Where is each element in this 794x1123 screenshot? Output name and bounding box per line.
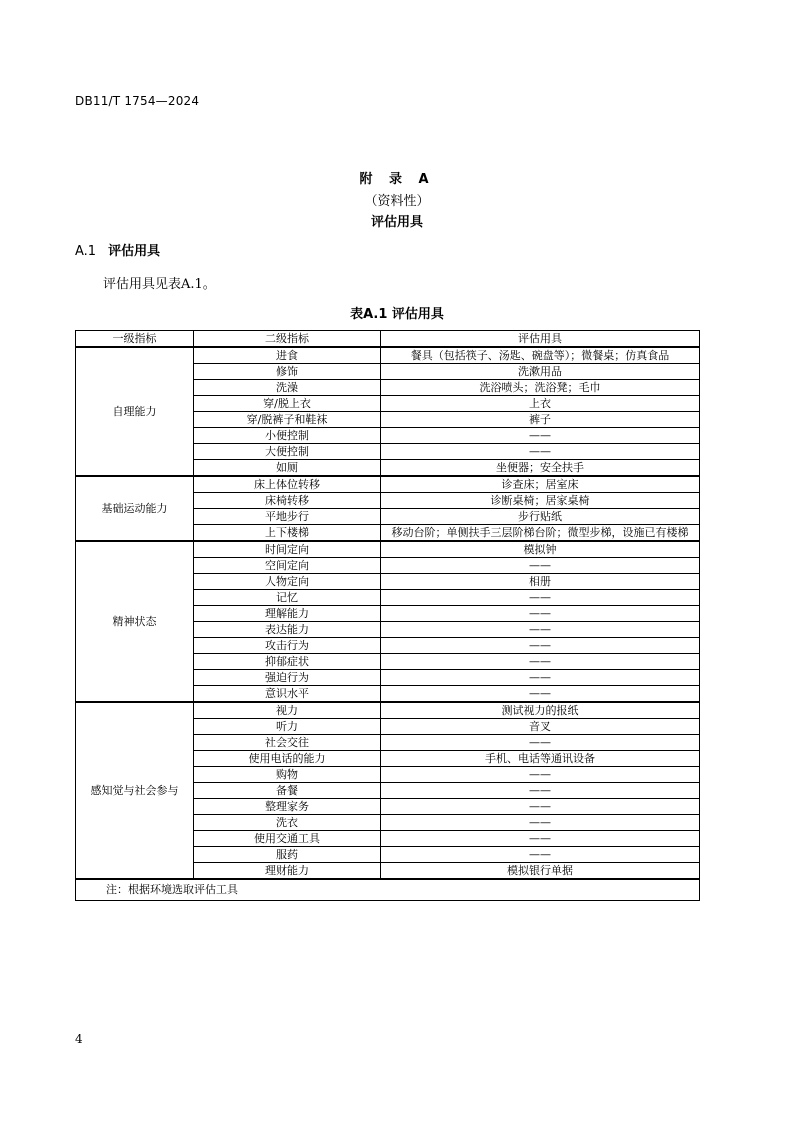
assessment-tools-table <box>75 330 700 901</box>
column-header: 评估用具 <box>381 331 700 348</box>
column-header: 一级指标 <box>76 331 194 348</box>
assessment-tool-cell: 诊查床；居室床 <box>381 476 700 493</box>
assessment-tool-cell: —— <box>381 847 700 863</box>
assessment-tool-cell: —— <box>381 606 700 622</box>
assessment-tool-cell: 手机、电话等通讯设备 <box>381 751 700 767</box>
table-row <box>76 347 700 364</box>
secondary-indicator-cell: 时间定向 <box>194 541 381 558</box>
table-row <box>76 702 700 719</box>
primary-indicator-cell: 感知觉与社会参与 <box>76 702 194 879</box>
section-number: A.1 <box>75 244 97 259</box>
secondary-indicator-cell: 理解能力 <box>194 606 381 622</box>
table-note: 注：根据环境选取评估工具 <box>76 879 700 901</box>
secondary-indicator-cell: 人物定向 <box>194 574 381 590</box>
primary-indicator-cell: 基础运动能力 <box>76 476 194 541</box>
section-heading <box>75 240 160 259</box>
standard-number: DB11/T 1754—2024 <box>75 94 200 108</box>
secondary-indicator-cell: 床上体位转移 <box>194 476 381 493</box>
secondary-indicator-cell: 听力 <box>194 719 381 735</box>
primary-indicator-cell: 自理能力 <box>76 347 194 476</box>
secondary-indicator-cell: 进食 <box>194 347 381 364</box>
secondary-indicator-cell: 空间定向 <box>194 558 381 574</box>
secondary-indicator-cell: 小便控制 <box>194 428 381 444</box>
assessment-tool-cell: —— <box>381 558 700 574</box>
appendix-name: 评估用具 <box>370 215 423 230</box>
secondary-indicator-cell: 表达能力 <box>194 622 381 638</box>
assessment-tool-cell: 步行贴纸 <box>381 509 700 525</box>
table-row <box>76 541 700 558</box>
secondary-indicator-cell: 床椅转移 <box>194 493 381 509</box>
secondary-indicator-cell: 洗澡 <box>194 380 381 396</box>
assessment-tool-cell: 诊断桌椅；居家桌椅 <box>381 493 700 509</box>
secondary-indicator-cell: 整理家务 <box>194 799 381 815</box>
secondary-indicator-cell: 洗衣 <box>194 815 381 831</box>
secondary-indicator-cell: 社会交往 <box>194 735 381 751</box>
table-row <box>76 476 700 493</box>
secondary-indicator-cell: 大便控制 <box>194 444 381 460</box>
table-header-row <box>76 331 700 348</box>
assessment-tool-cell: —— <box>381 831 700 847</box>
assessment-tool-cell: 坐便器；安全扶手 <box>381 460 700 477</box>
assessment-tool-cell: —— <box>381 590 700 606</box>
primary-indicator-cell: 精神状态 <box>76 541 194 702</box>
secondary-indicator-cell: 使用交通工具 <box>194 831 381 847</box>
table-caption: 表A.1 评估用具 <box>350 307 444 322</box>
assessment-tool-cell: 测试视力的报纸 <box>381 702 700 719</box>
assessment-tool-cell: 相册 <box>381 574 700 590</box>
appendix-title: 附 录 A <box>359 172 435 187</box>
secondary-indicator-cell: 攻击行为 <box>194 638 381 654</box>
table-note-row <box>76 879 700 901</box>
secondary-indicator-cell: 强迫行为 <box>194 670 381 686</box>
secondary-indicator-cell: 记忆 <box>194 590 381 606</box>
assessment-tool-cell: 洗漱用品 <box>381 364 700 380</box>
secondary-indicator-cell: 购物 <box>194 767 381 783</box>
secondary-indicator-cell: 修饰 <box>194 364 381 380</box>
assessment-tool-cell: 移动台阶；单侧扶手三层阶梯台阶；微型步梯，设施已有楼梯 <box>381 525 700 542</box>
assessment-tool-cell: 裤子 <box>381 412 700 428</box>
secondary-indicator-cell: 视力 <box>194 702 381 719</box>
assessment-tool-cell: 洗浴喷头；洗浴凳；毛巾 <box>381 380 700 396</box>
assessment-tool-cell: 模拟钟 <box>381 541 700 558</box>
secondary-indicator-cell: 意识水平 <box>194 686 381 703</box>
assessment-tool-cell: —— <box>381 686 700 703</box>
secondary-indicator-cell: 穿/脱上衣 <box>194 396 381 412</box>
section-paragraph: 评估用具见表A.1。 <box>103 277 216 292</box>
assessment-tool-cell: —— <box>381 638 700 654</box>
assessment-tool-cell: —— <box>381 654 700 670</box>
section-title: 评估用具 <box>108 244 161 259</box>
secondary-indicator-cell: 抑郁症状 <box>194 654 381 670</box>
column-header: 二级指标 <box>194 331 381 348</box>
appendix-nature: （资料性） <box>364 194 430 209</box>
assessment-tool-cell: 餐具（包括筷子、汤匙、碗盘等）；微餐桌；仿真食品 <box>381 347 700 364</box>
assessment-tool-cell: —— <box>381 799 700 815</box>
assessment-tool-cell: 模拟银行单据 <box>381 863 700 880</box>
assessment-tool-cell: —— <box>381 767 700 783</box>
assessment-tool-cell: 上衣 <box>381 396 700 412</box>
assessment-tool-cell: —— <box>381 428 700 444</box>
assessment-tool-cell: —— <box>381 622 700 638</box>
assessment-tool-cell: —— <box>381 815 700 831</box>
secondary-indicator-cell: 上下楼梯 <box>194 525 381 542</box>
secondary-indicator-cell: 服药 <box>194 847 381 863</box>
page-number: 4 <box>75 1032 83 1046</box>
secondary-indicator-cell: 穿/脱裤子和鞋袜 <box>194 412 381 428</box>
secondary-indicator-cell: 平地步行 <box>194 509 381 525</box>
secondary-indicator-cell: 备餐 <box>194 783 381 799</box>
secondary-indicator-cell: 理财能力 <box>194 863 381 880</box>
assessment-tool-cell: 音叉 <box>381 719 700 735</box>
assessment-tool-cell: —— <box>381 735 700 751</box>
table-body <box>76 347 700 901</box>
assessment-tool-cell: —— <box>381 670 700 686</box>
assessment-tool-cell: —— <box>381 783 700 799</box>
assessment-tool-cell: —— <box>381 444 700 460</box>
secondary-indicator-cell: 使用电话的能力 <box>194 751 381 767</box>
secondary-indicator-cell: 如厕 <box>194 460 381 477</box>
